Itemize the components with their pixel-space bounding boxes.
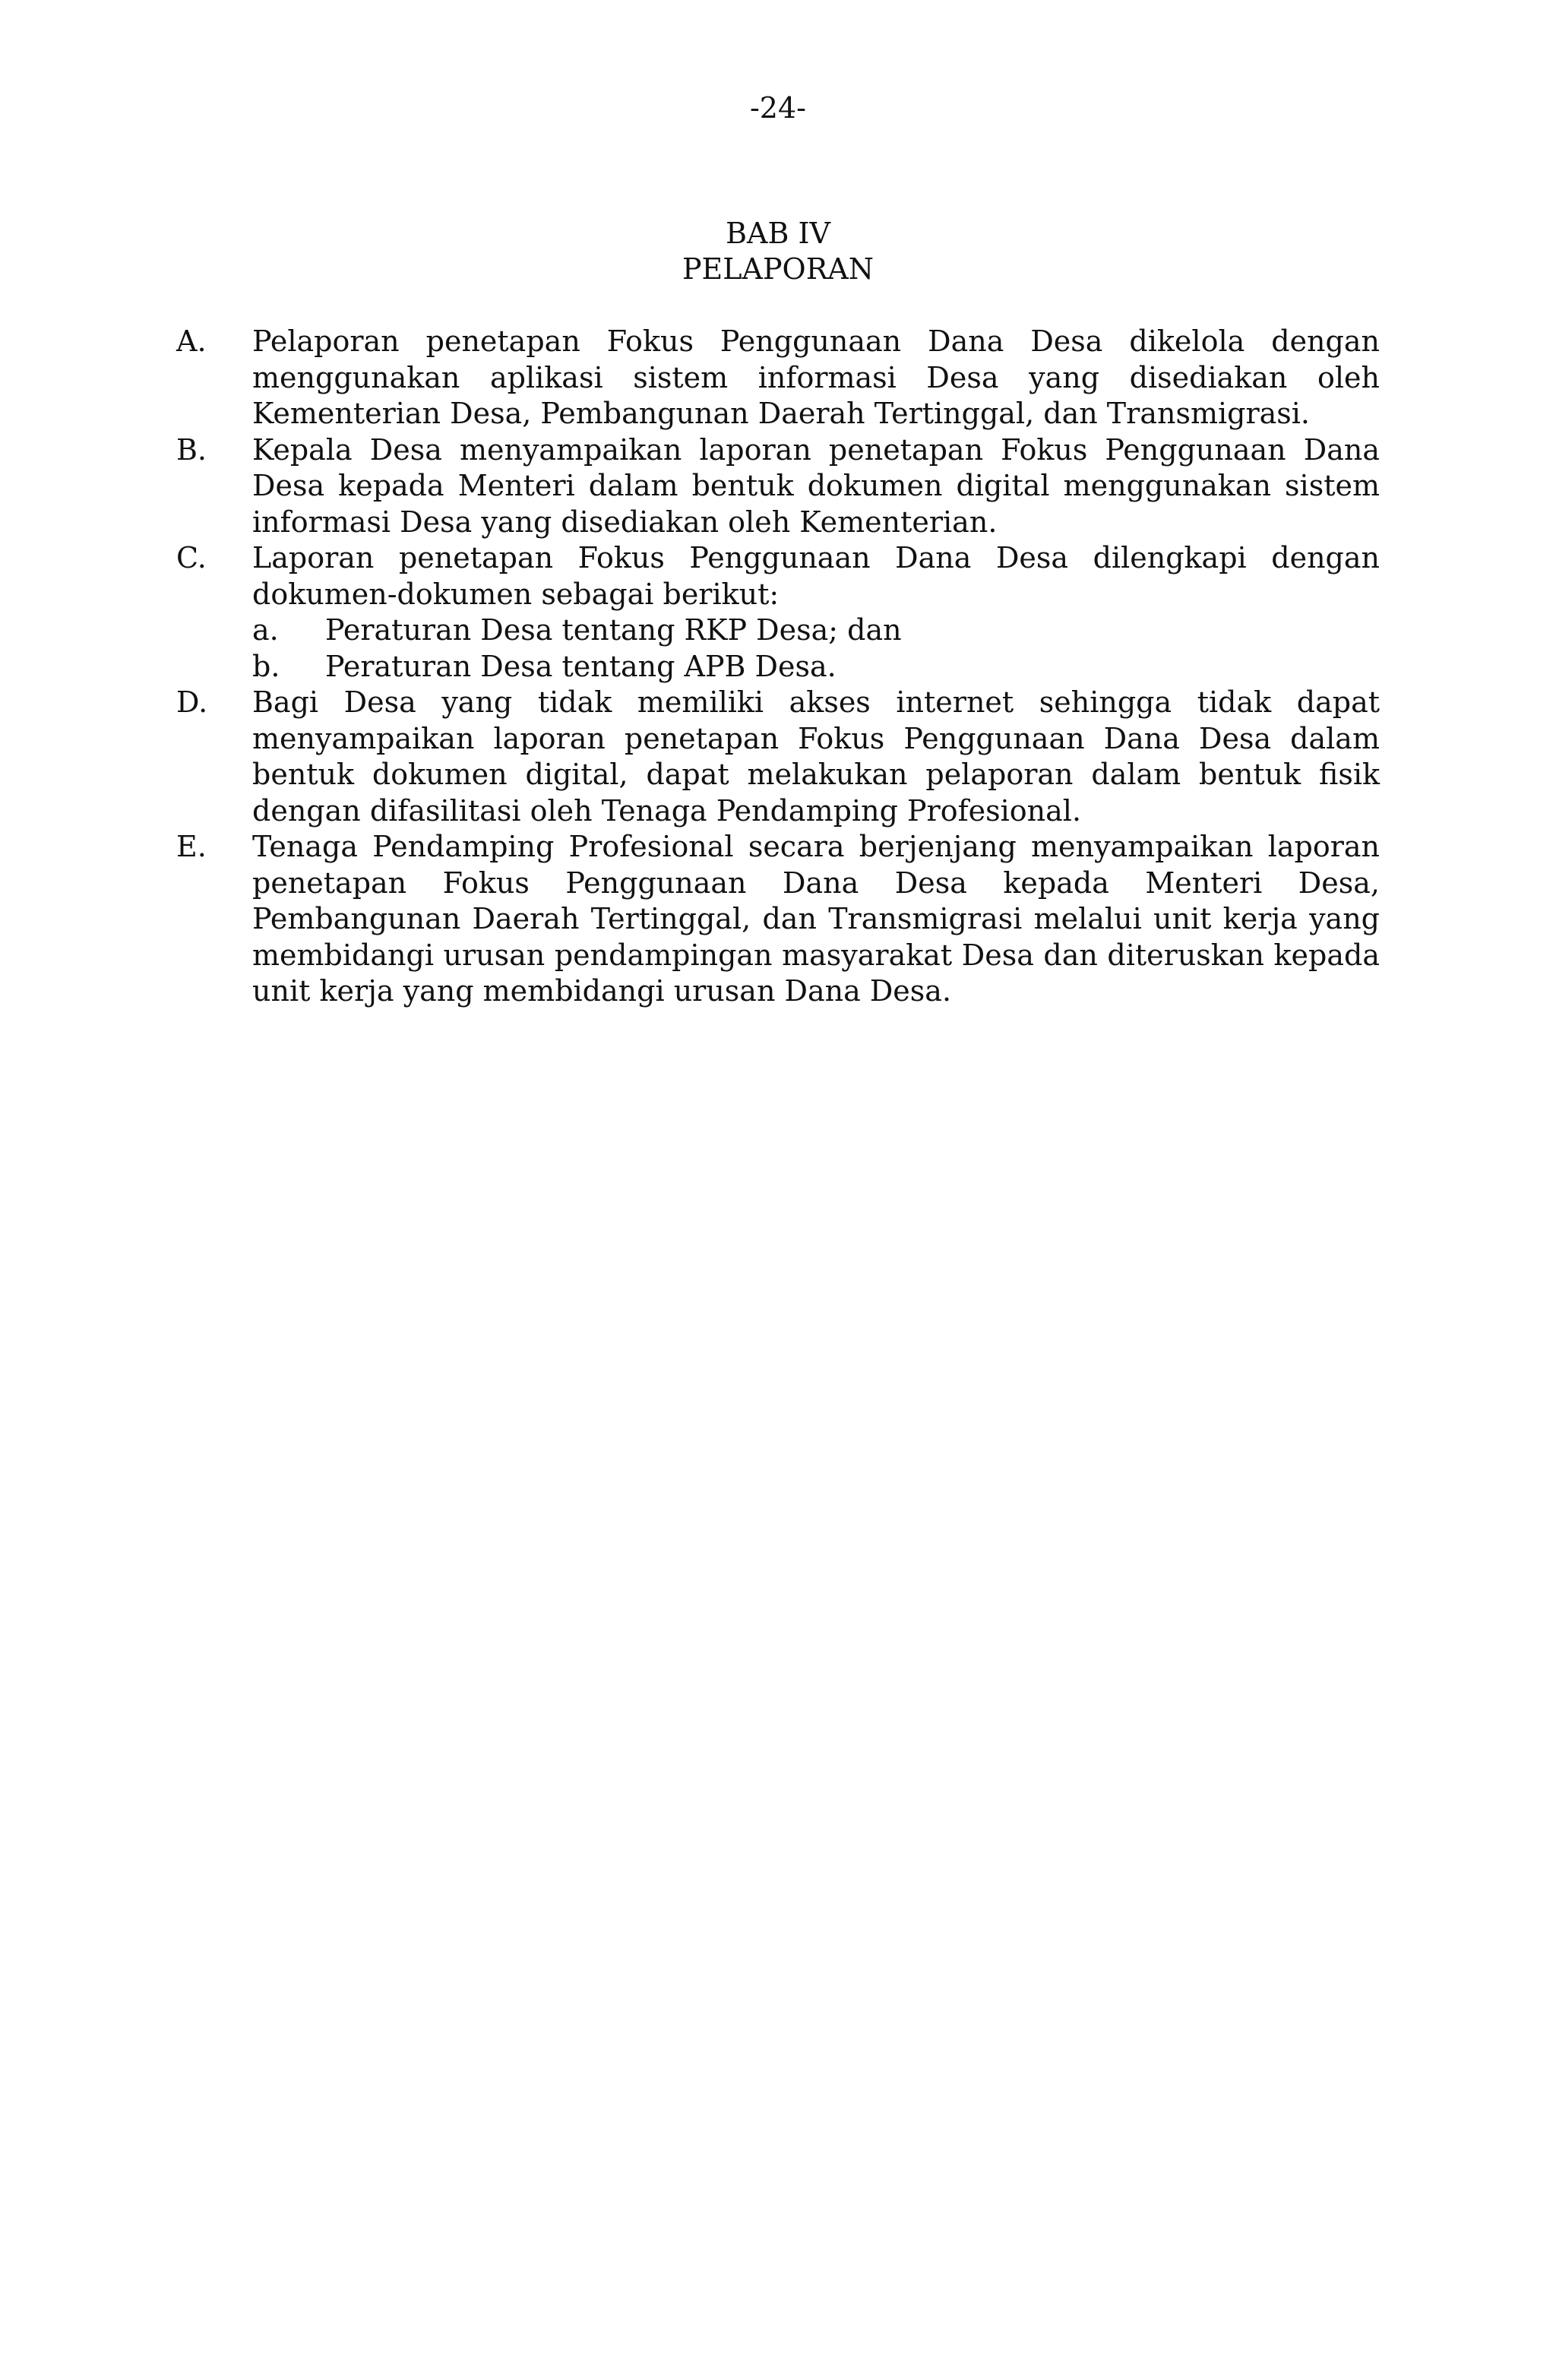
sub-list	[252, 612, 1380, 685]
report-section-list	[176, 324, 1380, 1010]
item-letter: E.	[176, 830, 207, 863]
chapter-title: PELAPORAN	[682, 252, 874, 286]
list-item-c	[176, 540, 1380, 685]
item-text: Pelaporan penetapan Fokus Penggunaan Dana Desa dikelola dengan menggunakan aplikasi sistem informasi Desa yang disediakan oleh Kementerian Desa, Pembangunan Daerah Tertinggal, dan Transmigrasi.	[252, 324, 1380, 430]
page-number: -24-	[749, 91, 807, 125]
chapter-heading	[0, 216, 1556, 287]
sub-item-b	[252, 649, 1380, 685]
item-letter: B.	[176, 432, 207, 467]
item-text: Kepala Desa menyampaikan laporan penetapan Fokus Penggunaan Dana Desa kepada Menteri dalam bentuk dokumen digital menggunakan sistem informasi Desa yang disediakan oleh Kementerian.	[252, 432, 1380, 539]
list-item-b	[176, 432, 1380, 541]
sub-item-letter: b.	[252, 649, 280, 683]
list-item-d	[176, 685, 1380, 829]
item-text: Bagi Desa yang tidak memiliki akses internet sehingga tidak dapat menyampaikan laporan penetapan Fokus Penggunaan Dana Desa dalam bentuk dokumen digital, dapat melakukan pelaporan dalam bentuk fisik dengan difasilitasi oleh Tenaga Pendamping Profesional.	[252, 685, 1380, 828]
sub-item-text: Peraturan Desa tentang APB Desa.	[325, 649, 837, 683]
item-letter: C.	[176, 541, 207, 574]
sub-item-letter: a.	[252, 613, 279, 647]
sub-item-text: Peraturan Desa tentang RKP Desa; dan	[325, 613, 902, 647]
item-text: Tenaga Pendamping Profesional secara berjenjang menyampaikan laporan penetapan Fokus Penggunaan Dana Desa kepada Menteri Desa, Pembangunan Daerah Tertinggal, dan Transmigrasi melalui unit kerja yang membidangi urusan pendampingan masyarakat Desa dan diteruskan kepada unit kerja yang membidangi urusan Dana Desa.	[252, 830, 1380, 1008]
list-item-a	[176, 324, 1380, 432]
sub-item-a	[252, 612, 1380, 649]
list-item-e	[176, 829, 1380, 1010]
chapter-label: BAB IV	[726, 217, 830, 250]
item-letter: D.	[176, 685, 208, 719]
item-text: Laporan penetapan Fokus Penggunaan Dana Desa dilengkapi dengan dokumen-dokumen sebagai berikut:	[252, 541, 1380, 611]
item-letter: A.	[176, 324, 207, 358]
